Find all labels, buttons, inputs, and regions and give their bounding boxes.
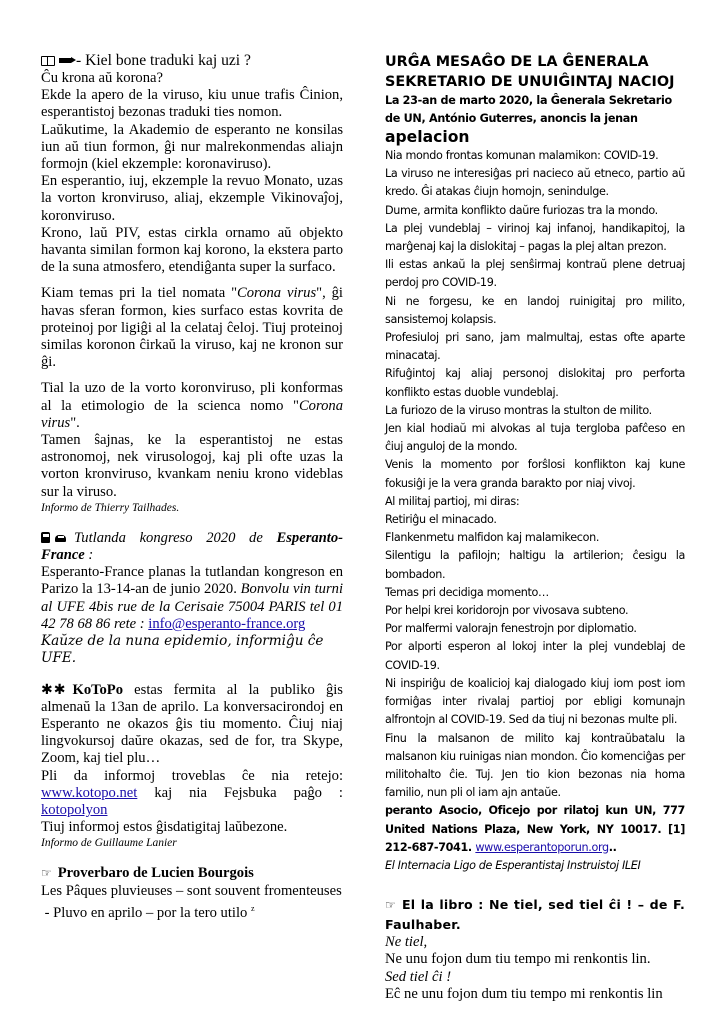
un-message-credit: El Internacia Ligo de Esperantistaj Instruistoj ILEI — [385, 858, 641, 872]
translation-article — [41, 52, 343, 516]
paragraph: La viruso ne interesiĝas pri nacieco aŭ etneco, partio aŭ kredo. Ĝi atakas ĉiujn homojn, senindulge. — [385, 167, 685, 199]
kongreso-note: Kaŭze de la nuna epidemio, informiĝu ĉe UFE. — [41, 633, 324, 667]
translation-paragraph-1: Ekde la apero de la viruso, kiu unue trafis Ĉinion, esperantistoj bezonas traduki ties nomon. — [41, 87, 343, 121]
paragraph: Nia mondo frontas komunan malamikon: COVID-19. — [385, 149, 659, 162]
libro-title — [385, 895, 685, 934]
paragraph: Flankenmetu malfidon kaj malamikecon. — [385, 531, 600, 545]
paragraph: Por malfermi valorajn fenestrojn por diplomatio. — [385, 622, 637, 636]
proverbaro-line-2 — [41, 900, 343, 922]
car-icon — [55, 535, 66, 542]
book-icon — [41, 56, 55, 66]
paragraph: Al militaj partioj, mi diras: — [385, 494, 520, 508]
kongreso-title — [41, 530, 343, 564]
superscript: z — [250, 903, 255, 913]
text-span: : — [84, 547, 94, 564]
paragraph: Venis la momento por forŝlosi konflikton kaj kune fokusiĝi je la vera granda barakto por niaj vivoj. — [385, 458, 685, 490]
italic-term: Corona virus — [237, 285, 317, 302]
text-span: - Pluvo en aprilo – por la tero utilo — [41, 904, 251, 921]
proverbaro-line-1: Les Pâques pluvieuses – sont souvent fromenteuses — [41, 882, 342, 899]
kotopo-name: KoToPo — [72, 681, 124, 698]
text-span: Esperanto-France planas la tutlandan kongreson en Parizo la 13-14-an de junio 2020. — [41, 564, 343, 598]
translation-paragraph-4: Krono, laŭ PIV, estas cirkla ornamo aŭ objekto havanta similan formon kaj korono, la ekstera parto de la suna atmosfero, etendiĝanta super la surfaco. — [41, 224, 343, 276]
proverbaro-article — [41, 865, 343, 921]
paragraph: Rifuĝintoj kaj aliaj personoj dislokitaj pro perforta konflikto estas duoble vundeblaj. — [385, 367, 685, 399]
example-line: Ne tiel, — [385, 934, 428, 951]
pencil-icon — [59, 58, 71, 63]
text-span: .. — [608, 840, 617, 854]
kotopo-article — [41, 682, 343, 852]
translation-title-line — [41, 52, 343, 70]
libro-title-text: El la libro : Ne tiel, sed tiel ĉi ! – de F. Faulhaber. — [385, 897, 685, 933]
paragraph: La furiozo de la viruso montras la stulton de milito. — [385, 403, 652, 417]
example-line: Eĉ ne unu fojon dum tiu tempo mi renkontis lin — [385, 985, 663, 1002]
left-column — [41, 52, 343, 922]
paragraph: Ni ne forgesu, ke en landoj ruinigitaj pro milito, sansistemoj kolapsis. — [385, 294, 685, 326]
paragraph: Jen kial hodiaŭ mi alvokas al tuja tergloba pafĉeso en ĉiuj anguloj de la mondo. — [385, 422, 685, 454]
kotopo-paragraph-3: Tiuj informoj estos ĝisdatigitaj laŭbezone. — [41, 819, 288, 836]
italic-term: Corona virus — [41, 397, 343, 431]
text-span: Kiam temas pri la tiel nomata " — [41, 285, 238, 302]
pointing-hand-icon: ☞ — [41, 866, 52, 881]
un-message-subtitle: La 23-an de marto 2020, la Ĝenerala Sekretario de UN, António Guterres, anoncis la jenan — [385, 94, 672, 125]
facebook-link[interactable]: kotopolyon — [41, 801, 108, 818]
libro-examples — [385, 934, 685, 1003]
paragraph: Silentigu la pafilojn; haltigu la artilerion; ĉesigu la bombadon. — [385, 549, 685, 581]
translation-subtitle: Ĉu krona aŭ korona? — [41, 70, 163, 86]
translation-paragraph-6 — [41, 380, 343, 432]
apelacion-heading: apelacion — [385, 128, 470, 146]
address-text: peranto Asocio, Oficejo por rilatoj kun UN, 777 United Nations Plaza, New York, NY 10017. [1] 212-687-7041. — [385, 804, 685, 854]
text-span: estas fermita al la publiko ĝis almenaŭ la 13an de aprilo. La konversacirondoj en Esperanto ne okazos ĝis tiu momento. Ĉiuj niaj lingvokursoj daŭre okazas, sed de for, tra Skype, Zoom, kaj tiel plu… — [41, 681, 343, 767]
paragraph: Temas pri decidiga momento… — [385, 585, 549, 599]
text-span: Tial la uzo de la vorto koronviruso, pli konformas al la etimologio de la scienca nomo " — [41, 380, 343, 414]
paragraph: Retiriĝu el minacado. — [385, 513, 497, 527]
paragraph: Por alporti esperon al lokoj inter la plej vundeblaj de COVID-19. — [385, 640, 685, 672]
translation-paragraph-3: En esperantio, iuj, ekzemple la revuo Monato, uzas la vorton kronviruso, aliaj, ekzemple Vikinovaĵoj, koronviruso. — [41, 173, 343, 224]
translation-paragraph-2: Laŭkutime, la Akademio de esperanto ne konsilas iun aŭ tiun formon, ĝi nur malrekonmendas aliajn formojn (kiel ekzemple: koronaviruso). — [41, 121, 343, 173]
paragraph: Dume, armita konflikto daŭre furiozas tra la mondo. — [385, 203, 658, 217]
bus-icon — [41, 532, 50, 543]
text-span: kaj nia Fejsbuka paĝo : — [137, 784, 343, 801]
text-span: ". — [70, 414, 80, 431]
paragraph: Ili estas ankaŭ la plej senŝirmaj kontraŭ plene detruaj perdoj pro COVID-19. — [385, 258, 685, 290]
esperantoporun-link[interactable]: www.esperantoporun.org — [475, 840, 609, 854]
paragraph: Finu la malsanon de milito kaj kontraŭbatalu la malsanon kiu ruinigas nian mondon. Ĉio komenciĝas per militohalto ĉie. Tuj. Jen tio kion bezonas nia homa familio, nun pli ol iam ajn antaŭe. — [385, 731, 685, 800]
paragraph: Ni inspiriĝu de koalicioj kaj dialogado kiuj iom post iom formiĝas inter rivalaj partioj por ebligi komunajn alfrontojn al COVID-19. Sed da tiuj ni bezonas multe pli. — [385, 676, 685, 727]
text-span: ", ĝi havas sferan formon, kies surfaco estas kovrita de proteinoj por ligiĝi al la celataj ĉeloj. Tiuj proteinoj similas koronon ĉirkaŭ la viruso, kaj ne kronon sur ĝi. — [41, 285, 343, 371]
kongreso-title-org: Esperanto-France — [41, 529, 343, 564]
paragraph: La plej vundeblaj – virinoj kaj infanoj, handikapitoj, la marĝenaj kaj la dislokitaj – pagas la plej altan prezon. — [385, 221, 685, 254]
libro-article — [385, 895, 685, 1003]
paragraph: Por helpi krei koridorojn por vivosava subteno. — [385, 604, 629, 618]
kongreso-title-text: Tutlanda kongreso 2020 de — [74, 529, 277, 546]
example-line: Sed tiel ĉi ! — [385, 968, 452, 985]
kongreso-address: Bonvolu vin turni al UFE 4bis rue de la Cerisaie 75004 PARIS tel 01 42 78 68 86 rete : — [41, 581, 343, 632]
text-span: Pli da informoj troveblas ĉe nia retejo: — [41, 767, 343, 784]
right-column — [385, 52, 685, 1003]
email-link[interactable]: info@esperanto-france.org — [148, 615, 306, 632]
kongreso-paragraph — [41, 564, 343, 633]
kotopo-paragraph-1 — [41, 682, 343, 768]
translation-credit: Informo de Thierry Tailhades. — [41, 501, 180, 514]
proverbaro-title-text: Proverbaro de Lucien Bourgois — [57, 865, 254, 882]
pointing-hand-icon: ☞ — [385, 898, 396, 913]
kongreso-article — [41, 530, 343, 668]
translation-paragraph-5 — [41, 285, 343, 371]
proverbaro-title — [41, 865, 343, 882]
un-message-title: URĜA MESAĜO DE LA ĜENERALA SEKRETARIO DE UNUIĜINTAJ NACIOJ — [385, 54, 675, 90]
un-message-body — [385, 147, 685, 802]
kotopo-paragraph-2 — [41, 768, 343, 820]
translation-title: - Kiel bone traduki kaj uzi ? — [76, 52, 251, 69]
un-address — [385, 802, 685, 857]
website-link[interactable]: www.kotopo.net — [41, 784, 138, 801]
example-line: Ne unu fojon dum tiu tempo mi renkontis lin. — [385, 951, 651, 968]
kotopo-credit: Informo de Guillaume Lanier — [41, 837, 177, 850]
asterisk-icon: ✱✱ — [41, 681, 67, 698]
translation-paragraph-7: Tamen ŝajnas, ke la esperantistoj ne estas astronomoj, nek virusologoj, kaj pli ofte uzas la vorton kronviruso, kvankam neniu krono videblas sur la viruso. — [41, 432, 343, 500]
paragraph: Profesiuloj pri sano, jam malmultaj, estas ofte aparte minacataj. — [385, 331, 685, 363]
